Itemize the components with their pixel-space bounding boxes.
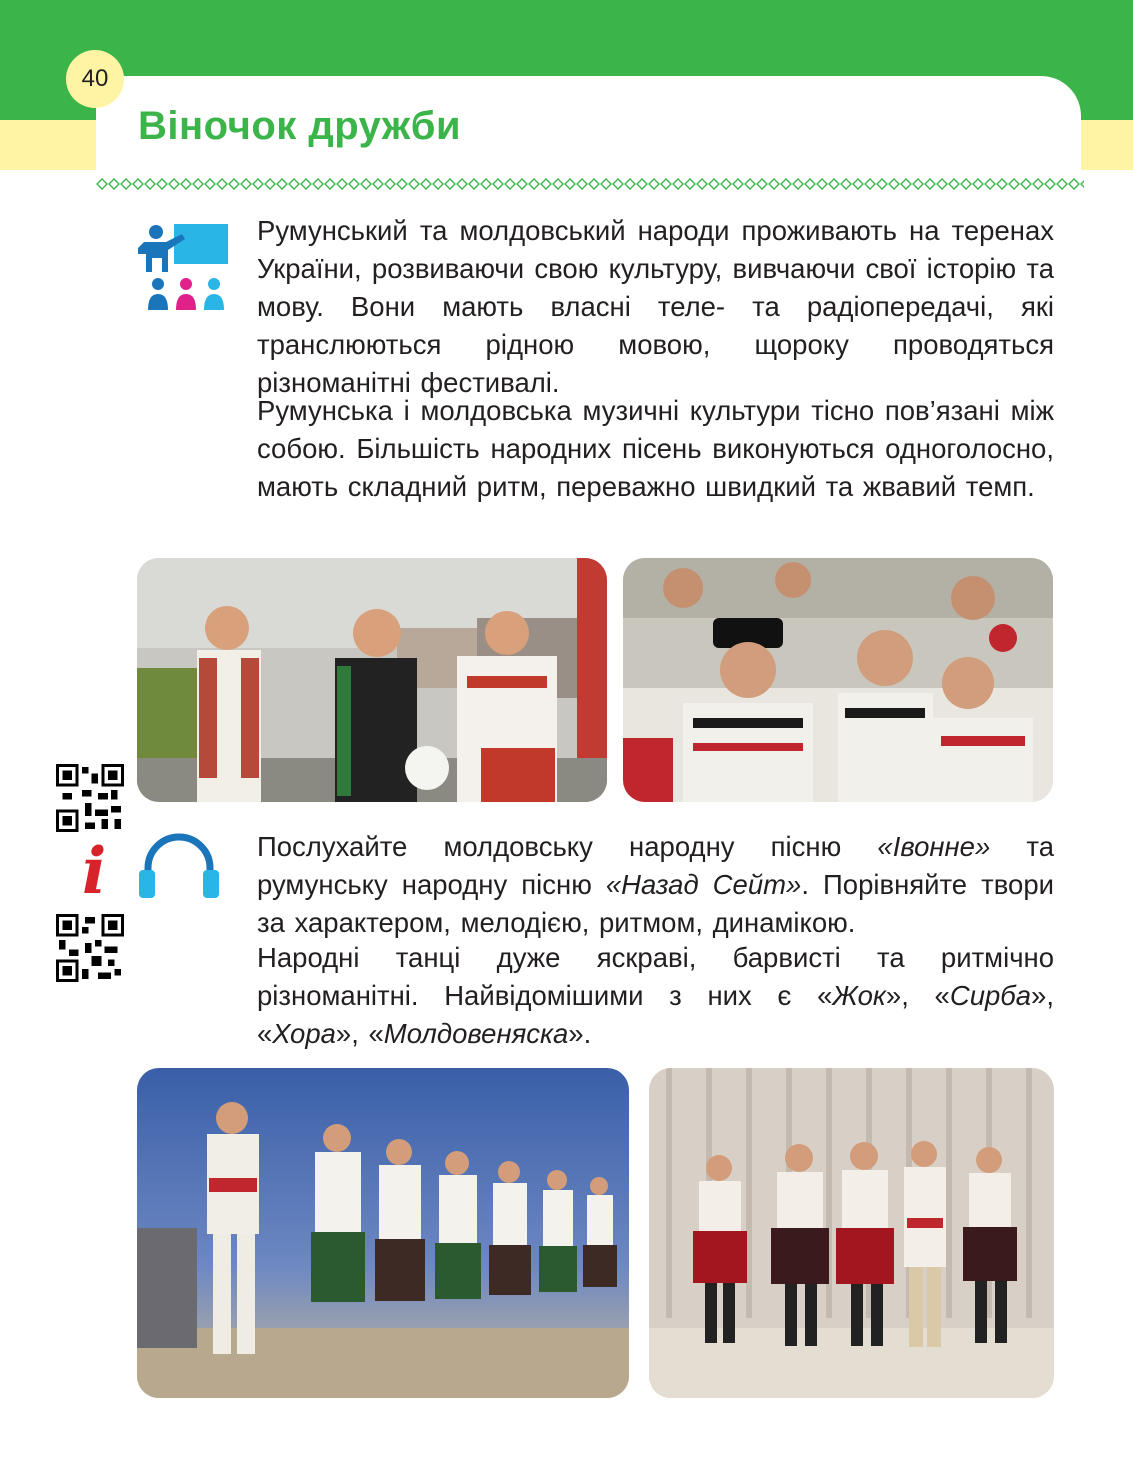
text-run: », « <box>335 1018 384 1049</box>
text-run: . Порівняйте твори за характером, мелодією, ритмом, динамікою. <box>257 869 1054 938</box>
qr-code-icon[interactable] <box>56 914 124 982</box>
page-number <box>66 50 124 108</box>
photo-stage-couples-dance <box>649 1068 1054 1398</box>
photo-costumes-group <box>623 558 1053 802</box>
page-title: Віночок дружби <box>138 104 462 148</box>
info-icon: i <box>82 834 107 909</box>
headphones-icon <box>136 832 222 900</box>
text-run: та румунську народну пісню <box>257 831 1054 900</box>
dances-paragraph <box>257 939 1054 1053</box>
photo-stage-dance-line <box>137 1068 629 1398</box>
text-run: Послухайте молдовську народну пісню <box>257 831 878 862</box>
text-run: ». <box>568 1018 592 1049</box>
text-run: », « <box>257 980 1054 1049</box>
dance-name-khora: Хора <box>272 1018 336 1049</box>
dance-name-moldovenyaska: Молдовеняска <box>383 1018 569 1049</box>
text-run: », « <box>885 980 950 1011</box>
song-title-ivonne: «Івонне» <box>877 831 991 862</box>
page-number-text: 40 <box>81 65 109 92</box>
photo-costumes-outdoor <box>137 558 607 802</box>
diamond-divider <box>96 176 1084 192</box>
intro-paragraph: Румунський та молдовський народи проживають на теренах України, розвиваючи свою культуру, вивчаючи свої історію та мову. Вони мають власні теле- та радіопередачі, які транслюються рідною мовою, щороку проводяться різноманітні фестивалі. <box>257 215 1054 398</box>
dance-name-syrba: Сирба <box>949 980 1032 1011</box>
listening-task-paragraph <box>257 828 1054 942</box>
text-run: Народні танці дуже яскраві, барвисті та ритмічно різноманітні. Найвідомішими з них є « <box>257 942 1054 1011</box>
song-title-nazad-seit: «Назад Сейт» <box>605 869 802 900</box>
dance-name-zhok: Жок <box>832 980 886 1011</box>
qr-code-icon[interactable] <box>56 764 124 832</box>
music-culture-paragraph: Румунська і молдовська музичні культури тісно пов’язані між собою. Більшість народних пісень виконуються одноголосно, мають складний ритм, переважно швидкий та жвавий темп. <box>257 395 1054 502</box>
teacher-at-board-icon <box>134 220 230 312</box>
